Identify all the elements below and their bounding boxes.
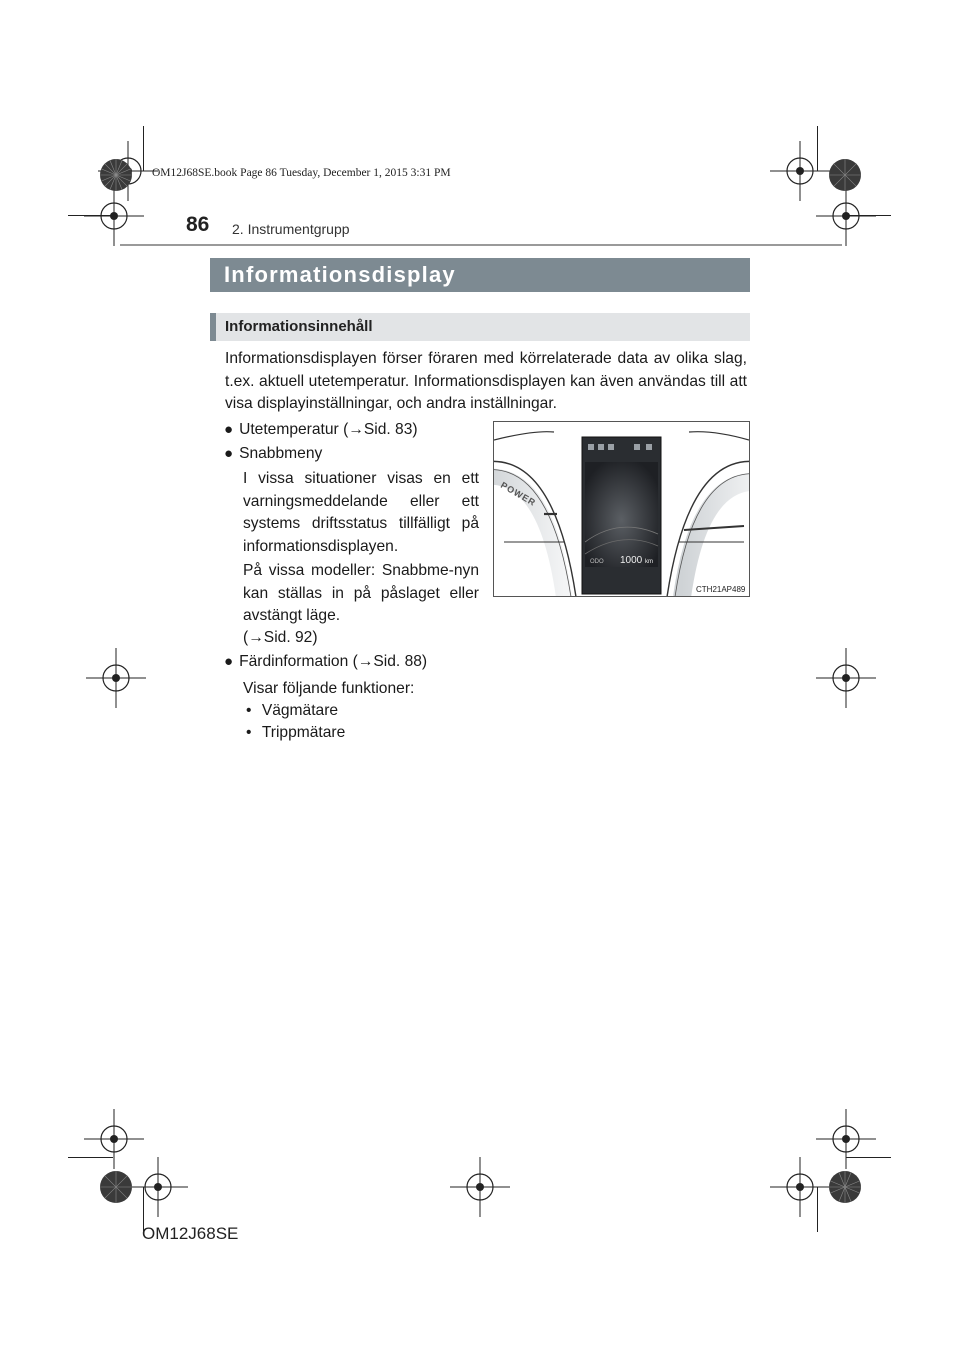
odo-label: ODO xyxy=(590,559,604,565)
instrument-cluster-illustration xyxy=(494,422,749,596)
quick-menu-reference: (→Sid. 92) xyxy=(243,629,318,646)
odo-value xyxy=(620,555,653,566)
list-item xyxy=(224,443,322,465)
list-item xyxy=(224,651,427,673)
rosette-top-right xyxy=(828,158,862,192)
sub-item-tripmeter: Trippmätare xyxy=(261,724,346,741)
odo-number: 1000 xyxy=(620,555,643,566)
crop-mark-upper-right xyxy=(816,186,876,246)
crop-mark-mid-right xyxy=(816,648,876,708)
footer-code: OM12J68SE xyxy=(142,1224,239,1243)
trim-line xyxy=(846,1157,891,1158)
list-item xyxy=(246,722,345,744)
crop-mark-bottom-center xyxy=(450,1157,510,1217)
subsection-title: Informationsinnehåll xyxy=(210,313,750,341)
crop-mark-mid-left xyxy=(86,648,146,708)
outside-temp-item: Utetemperatur (→Sid. 83) xyxy=(239,421,418,438)
rosette-top-left xyxy=(99,158,133,192)
rosette-bottom-right xyxy=(828,1170,862,1204)
crop-mark-bottom-left xyxy=(128,1157,188,1217)
book-info: OM12J68SE.book Page 86 Tuesday, December 1, 2015 3:31 PM xyxy=(152,167,451,179)
bullet-icon: ● xyxy=(224,445,234,462)
trip-info-description: Visar följande funktioner: xyxy=(243,680,415,697)
sub-item-odometer: Vägmätare xyxy=(261,702,339,719)
bullet-icon: ● xyxy=(224,421,234,438)
trim-line xyxy=(817,1187,818,1232)
sub-bullet-icon: • xyxy=(246,724,252,741)
instrument-cluster-figure xyxy=(493,421,750,597)
rosette-bottom-left xyxy=(99,1170,133,1204)
page-number: 86 xyxy=(186,213,210,236)
crop-mark-bottom-right xyxy=(770,1157,830,1217)
bullet-icon: ● xyxy=(224,653,234,670)
trim-line xyxy=(68,215,113,216)
section-title: 2. Instrumentgrupp xyxy=(232,221,350,237)
power-label: POWER xyxy=(499,480,538,509)
figure-code: CTH21AP489 xyxy=(696,585,746,594)
trim-line xyxy=(846,215,891,216)
crop-mark-upper-left xyxy=(84,186,144,246)
trim-line xyxy=(68,1157,113,1158)
trim-line xyxy=(817,126,818,171)
list-item xyxy=(224,419,418,441)
trip-info-item: Färdinformation (→Sid. 88) xyxy=(239,653,428,670)
list-item xyxy=(246,700,338,722)
trim-line xyxy=(143,126,144,171)
header-rule xyxy=(120,244,842,246)
page-title: Informationsdisplay xyxy=(210,258,750,292)
quick-menu-item: Snabbmeny xyxy=(239,445,323,462)
quick-menu-description: I vissa situationer visas en ett varningsmeddelande eller ett systems driftsstatus tillfälligt på informationsdisplayen. xyxy=(243,470,479,555)
sub-bullet-icon: • xyxy=(246,702,252,719)
quick-menu-note: På vissa modeller: Snabbme-nyn kan ställas in på påslaget eller avstängt läge. xyxy=(243,562,479,624)
intro-paragraph: Informationsdisplayen förser föraren med körrelaterade data av olika slag, t.ex. aktuell utetemperatur. Informationsdisplayen kan även användas till att visa displayinställningar, och andra inställningar. xyxy=(225,350,747,412)
odo-unit: km xyxy=(645,559,654,565)
